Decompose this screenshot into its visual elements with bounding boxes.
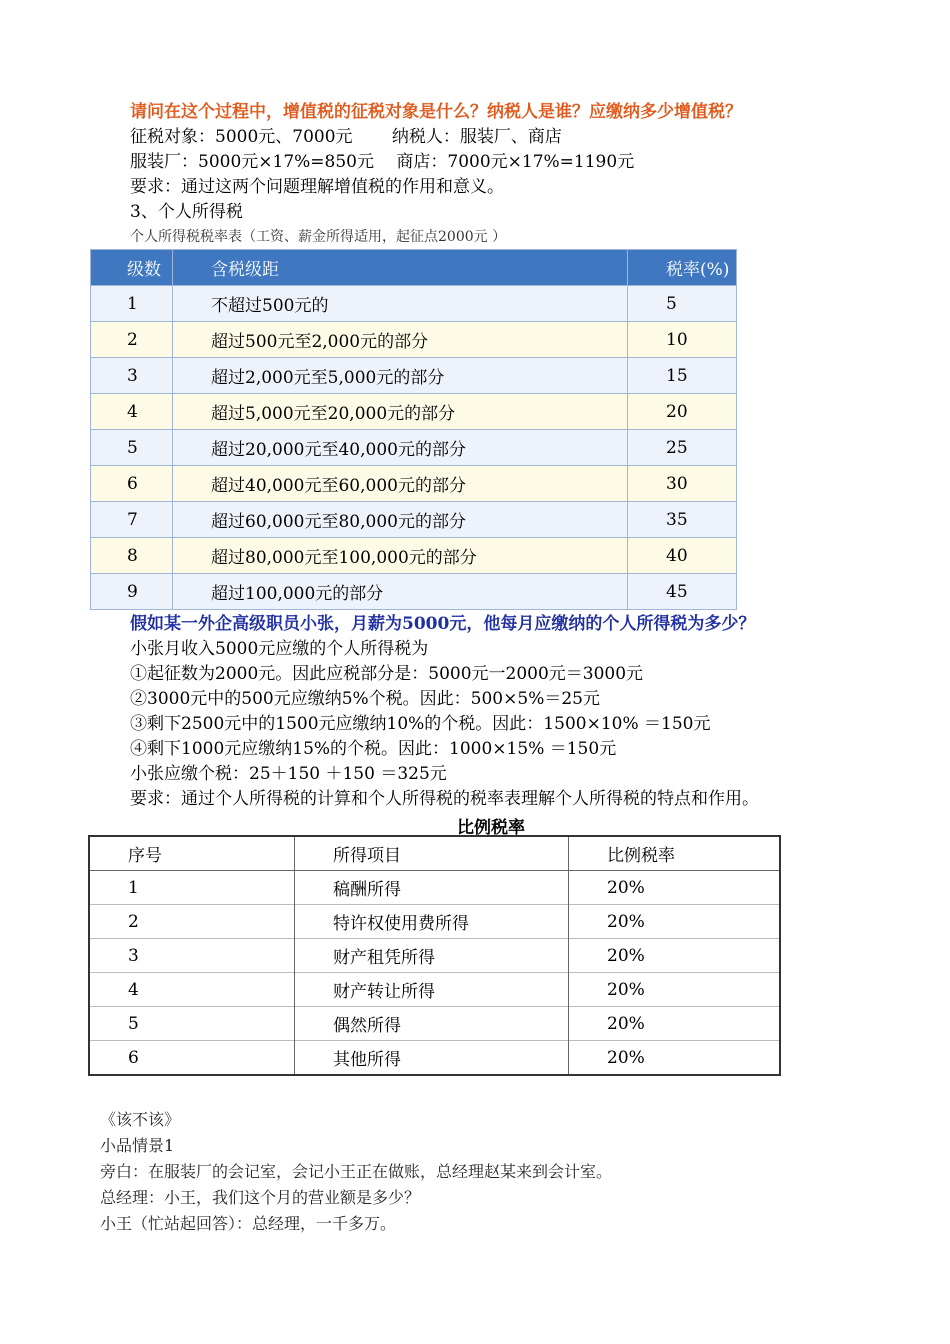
bracket-cell: 超过60,000元至80,000元的部分 [173,502,628,538]
bracket-cell: 超过500元至2,000元的部分 [173,322,628,358]
header-bracket: 含税级距 [173,250,628,286]
item-cell: 财产转让所得 [295,973,569,1007]
header-rate: 税率(%) [628,250,737,286]
section-heading: 3、个人所得税 [130,202,243,222]
rate-cell: 20 [628,394,737,430]
level-cell: 1 [91,286,173,322]
level-cell: 9 [91,574,173,610]
skit-narration: 旁白：在服装厂的会记室，会记小王正在做账，总经理赵某来到会计室。 [100,1162,613,1181]
rate-cell: 30 [628,466,737,502]
vat-line-2: 服装厂：5000元×17%=850元 商店：7000元×17%=1190元 [130,152,635,172]
item-cell: 特许权使用费所得 [295,905,569,939]
table-header-row [91,250,737,286]
header-proportional-rate: 比例税率 [569,836,781,871]
level-cell: 5 [91,430,173,466]
skit-title: 《该不该》 [100,1110,181,1129]
vat-line-1: 征税对象：5000元、7000元 纳税人：服装厂、商店 [130,127,562,147]
skit-manager-line: 总经理：小王，我们这个月的营业额是多少？ [100,1188,421,1207]
proportional-rate-cell: 20% [569,1007,781,1041]
table-row [91,358,737,394]
bracket-cell: 超过40,000元至60,000元的部分 [173,466,628,502]
rate-cell: 25 [628,430,737,466]
table-row [89,1041,780,1076]
table-caption: 个人所得税税率表（工资、薪金所得适用，起征点2000元 ） [130,229,507,245]
header-number: 序号 [89,836,295,871]
rate-cell: 15 [628,358,737,394]
example-line-4: ③剩下2500元中的1500元应缴纳10%的个税。因此：1500×10% ＝150元 [130,714,711,734]
number-cell: 4 [89,973,295,1007]
skit-scene: 小品情景1 [100,1136,175,1155]
number-cell: 6 [89,1041,295,1076]
header-item: 所得项目 [295,836,569,871]
level-cell: 3 [91,358,173,394]
income-tax-rate-table [90,249,737,610]
number-cell: 2 [89,905,295,939]
number-cell: 1 [89,871,295,905]
rate-cell: 10 [628,322,737,358]
bracket-cell: 超过2,000元至5,000元的部分 [173,358,628,394]
example-line-1: 小张月收入5000元应缴的个人所得税为 [130,639,429,659]
table-row [91,286,737,322]
number-cell: 3 [89,939,295,973]
table-row [91,430,737,466]
proportional-rate-table [88,835,781,1076]
item-cell: 稿酬所得 [295,871,569,905]
table-row [91,394,737,430]
proportional-rate-cell: 20% [569,905,781,939]
rate-cell: 35 [628,502,737,538]
header-level: 级数 [91,250,173,286]
bracket-cell: 不超过500元的 [173,286,628,322]
table-header-row [89,836,780,871]
rate-cell: 40 [628,538,737,574]
bracket-cell: 超过80,000元至100,000元的部分 [173,538,628,574]
bracket-cell: 超过100,000元的部分 [173,574,628,610]
table-row [89,939,780,973]
item-cell: 偶然所得 [295,1007,569,1041]
table-row [89,1007,780,1041]
example-line-5: ④剩下1000元应缴纳15%的个税。因此：1000×15% ＝150元 [130,739,617,759]
proportional-rate-title: 比例税率 [457,818,525,838]
proportional-rate-cell: 20% [569,871,781,905]
table-row [91,574,737,610]
example-line-7: 要求：通过个人所得税的计算和个人所得税的税率表理解个人所得税的特点和作用。 [130,789,759,809]
table-row [91,466,737,502]
example-line-2: ①起征数为2000元。因此应税部分是：5000元一2000元＝3000元 [130,664,644,684]
skit-wang-line: 小王（忙站起回答）：总经理，一千多万。 [100,1214,397,1233]
table-row [91,538,737,574]
table-row [89,871,780,905]
level-cell: 8 [91,538,173,574]
proportional-rate-cell: 20% [569,973,781,1007]
bracket-cell: 超过5,000元至20,000元的部分 [173,394,628,430]
vat-question: 请问在这个过程中，增值税的征税对象是什么？纳税人是谁？应缴纳多少增值税？ [130,102,742,122]
rate-cell: 45 [628,574,737,610]
level-cell: 6 [91,466,173,502]
proportional-rate-cell: 20% [569,1041,781,1076]
proportional-rate-cell: 20% [569,939,781,973]
level-cell: 2 [91,322,173,358]
example-line-3: ②3000元中的500元应缴纳5%个税。因此：500×5%＝25元 [130,689,600,709]
table-row [89,973,780,1007]
item-cell: 其他所得 [295,1041,569,1076]
example-line-6: 小张应缴个税：25＋150 ＋150 ＝325元 [130,764,447,784]
level-cell: 4 [91,394,173,430]
number-cell: 5 [89,1007,295,1041]
bracket-cell: 超过20,000元至40,000元的部分 [173,430,628,466]
level-cell: 7 [91,502,173,538]
table-row [91,502,737,538]
rate-cell: 5 [628,286,737,322]
table-row [91,322,737,358]
example-question: 假如某一外企高级职员小张，月薪为5000元，他每月应缴纳的个人所得税为多少？ [130,614,756,634]
table-row [89,905,780,939]
item-cell: 财产租凭所得 [295,939,569,973]
vat-line-3: 要求：通过这两个问题理解增值税的作用和意义。 [130,177,504,197]
